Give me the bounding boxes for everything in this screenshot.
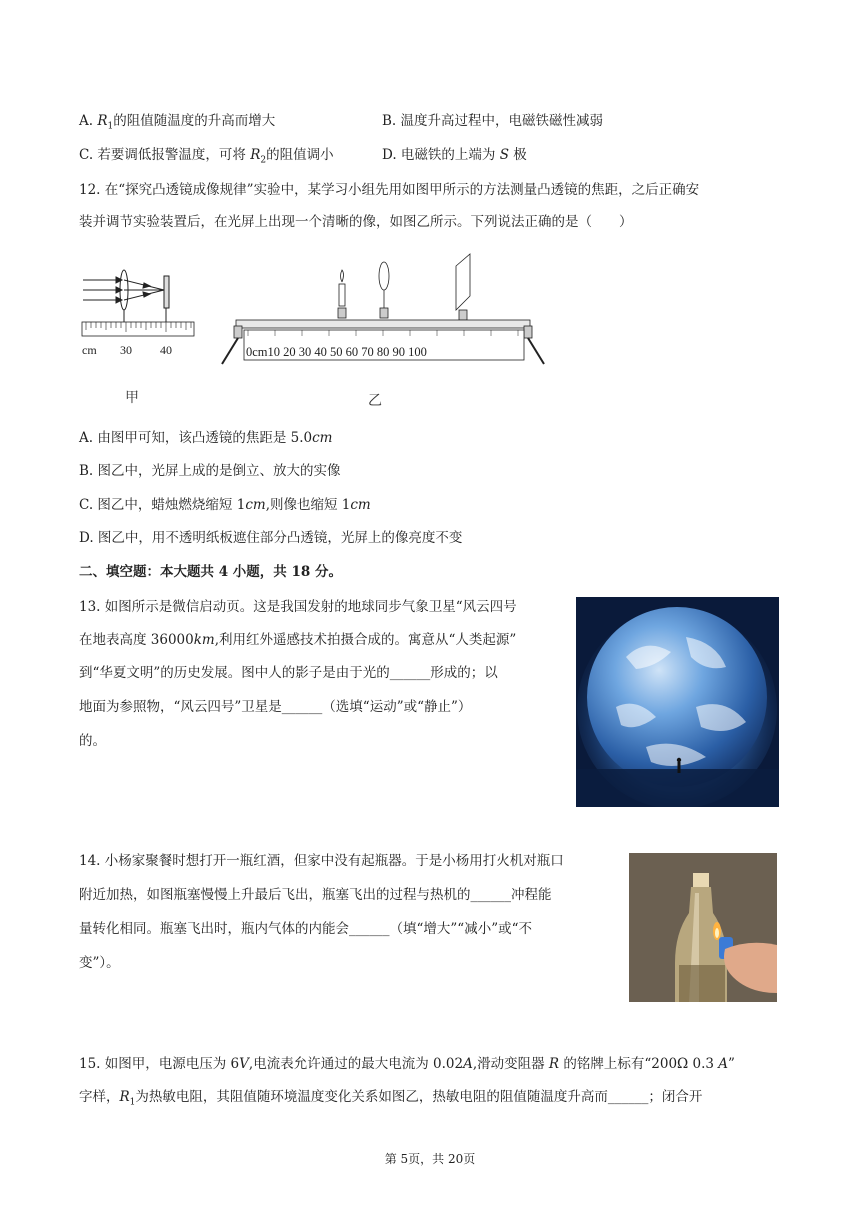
bench-scale-label: 0cm10 20 30 40 50 60 70 80 90 100 (246, 345, 427, 359)
q12-stem-line2: 装并调节实验装置后，在光屏上出现一个清晰的像，如图乙所示。下列说法正确的是（ ） (79, 214, 633, 230)
q12-option-d: D. 图乙中，用不透明纸板遮住部分凸透镜，光屏上的像亮度不变 (79, 530, 463, 546)
ruler-tick-40: 40 (160, 343, 172, 357)
ruler-tick-30: 30 (120, 343, 132, 357)
q11-option-d: D. 电磁铁的上端为 S 极 (382, 147, 527, 163)
light-screen-on-bench (456, 254, 470, 320)
q11-option-a: A. $R_1$的阻值随温度的升高而增大 (79, 113, 276, 132)
q14-line2: 附近加热，如图瓶塞慢慢上升最后飞出，瓶塞飞出的过程与热机的______冲程能 (79, 887, 552, 903)
figure-jia-lens-focal (78, 262, 198, 362)
ruler-unit-label: cm (82, 343, 97, 357)
q11-option-c: C. 若要调低报警温度，可将 $R_2$的阻值调小 (79, 147, 334, 166)
figure-jia-caption: 甲 (125, 390, 139, 406)
q13-line1: 13. 如图所示是微信启动页。这是我国发射的地球同步气象卫星“风云四号 (79, 599, 517, 615)
figure-yi-caption: 乙 (368, 393, 382, 409)
q12-stem-line1: 12. 在“探究凸透镜成像规律”实验中，某学习小组先用如图甲所示的方法测量凸透镜的焦距，之后正确安 (79, 182, 700, 198)
wine-bottle-lighter-image (629, 853, 777, 1002)
optical-bench-rail (236, 320, 530, 328)
candle (338, 270, 346, 318)
q15-line1: 15. 如图甲，电源电压为 6V,电流表允许通过的最大电流为 0.02A,滑动变阻器 R 的铭牌上标有“200Ω 0.3 A” (79, 1056, 735, 1072)
page-footer-number: 第 5页，共 20页 (384, 1152, 476, 1166)
section-heading-fill-in: 二、填空题：本大题共 4 小题，共 18 分。 (79, 564, 343, 580)
q12-option-a: A. 由图甲可知，该凸透镜的焦距是 5.0cm (79, 430, 333, 446)
q12-option-b: B. 图乙中，光屏上成的是倒立、放大的实像 (79, 463, 341, 479)
q13-line2: 在地表高度 36000km,利用红外遥感技术拍摄合成的。寓意从“人类起源” (79, 632, 517, 648)
parallel-light-rays (83, 277, 164, 303)
q14-line1: 14. 小杨家聚餐时想打开一瓶红酒，但家中没有起瓶器。于是小杨用打火机对瓶口 (79, 853, 564, 869)
q14-line3: 量转化相同。瓶塞飞出时，瓶内气体的内能会______（填“增大”“减小”或“不 (79, 921, 533, 937)
earth-wechat-splash-image (576, 597, 779, 807)
q13-line4: 地面为参照物，“风云四号”卫星是______（选填“运动”或“静止”） (79, 699, 472, 715)
q11-option-b: B. 温度升高过程中，电磁铁磁性减弱 (382, 113, 604, 129)
q12-option-c: C. 图乙中，蜡烛燃烧缩短 1cm,则像也缩短 1cm (79, 497, 371, 513)
q14-line4: 变”）。 (79, 955, 120, 971)
ruler (82, 322, 194, 336)
figure-yi-optical-bench (218, 252, 550, 372)
q13-line5: 的。 (79, 733, 106, 749)
light-screen (164, 276, 169, 308)
convex-lens-on-bench (379, 262, 389, 318)
lighter-flame (713, 922, 721, 940)
q15-line2: 字样，$R_1$为热敏电阻，其阻值随环境温度变化关系如图乙，热敏电阻的阻值随温度升高而______；闭合开 (79, 1089, 703, 1108)
q13-line3: 到“华夏文明”的历史发展。图中人的影子是由于光的______形成的；以 (79, 665, 498, 681)
